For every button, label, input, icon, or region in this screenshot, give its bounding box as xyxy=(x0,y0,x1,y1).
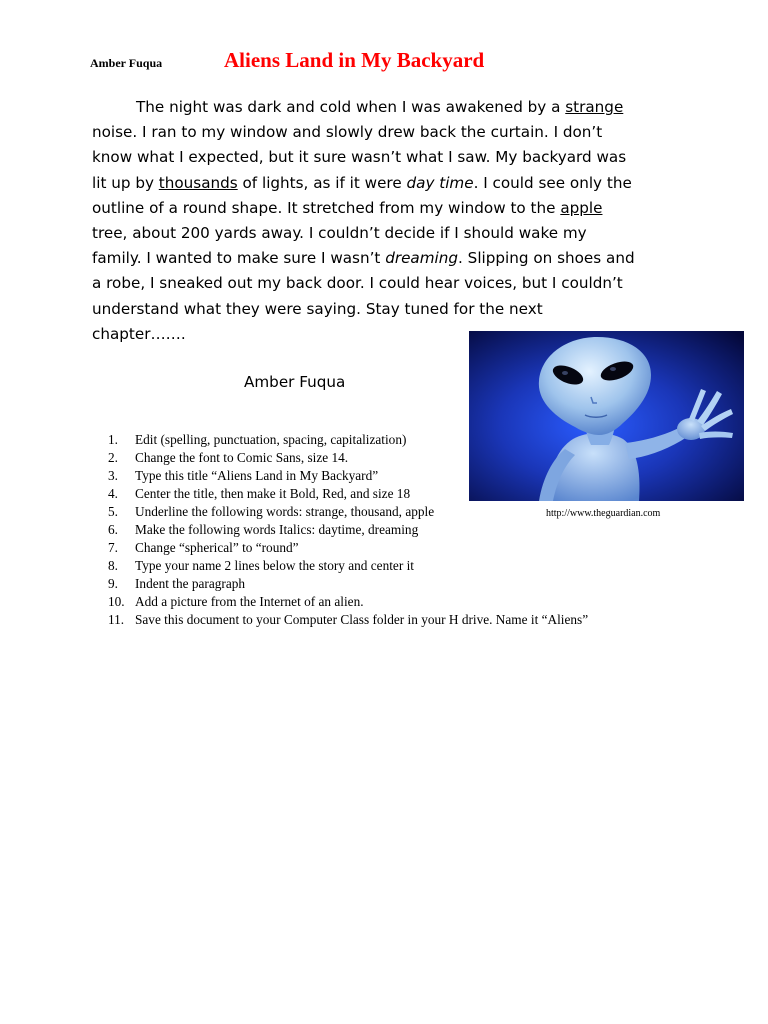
story-line-1: The night was dark and cold when I was awakened by a strange xyxy=(136,98,624,116)
photo-credit-link[interactable]: http://www.theguardian.com xyxy=(546,508,661,519)
list-item-text: Center the title, then make it Bold, Red, and size 18 xyxy=(135,485,411,501)
story-line-7: family. I wanted to make sure I wasn’t dreaming. Slipping on shoes and xyxy=(92,249,635,268)
story-line-6: tree, about 200 yards away. I couldn’t decide if I should wake my xyxy=(92,223,587,242)
document-title: Aliens Land in My Backyard xyxy=(224,48,485,72)
story-line-8: a robe, I sneaked out my back door. I could hear voices, but I couldn’t xyxy=(92,274,623,293)
list-item xyxy=(108,485,588,503)
list-item xyxy=(108,539,588,557)
story-line-3: know what I expected, but it sure wasn’t what I saw. My backyard was xyxy=(92,148,627,167)
list-item xyxy=(108,467,588,485)
list-item-number: 2. xyxy=(108,449,118,465)
list-item-number: 9. xyxy=(108,575,118,591)
story-line-9: understand what they were saying. Stay tuned for the next xyxy=(92,299,543,318)
story-line-4: lit up by thousands of lights, as if it were day time. I could see only the xyxy=(92,173,632,192)
list-item-text: Edit (spelling, punctuation, spacing, capitalization) xyxy=(135,432,407,447)
list-item-text: Underline the following words: strange, thousand, apple xyxy=(135,503,435,519)
list-item-text: Add a picture from the Internet of an alien. xyxy=(135,593,364,609)
list-item-number: 1. xyxy=(108,432,118,447)
list-item-number: 3. xyxy=(108,467,118,483)
underlined-word-thousands: thousands xyxy=(158,173,238,192)
list-item xyxy=(108,611,588,629)
author-signature: Amber Fuqua xyxy=(244,373,346,391)
list-item xyxy=(108,575,588,593)
underlined-word-strange: strange xyxy=(565,98,624,116)
list-item-text: Save this document to your Computer Class folder in your H drive. Name it “Aliens” xyxy=(135,611,589,627)
list-item-number: 8. xyxy=(108,557,118,573)
list-item-text: Type your name 2 lines below the story and center it xyxy=(135,557,414,573)
list-item-text: Change “spherical” to “round” xyxy=(135,539,299,555)
list-item-text: Indent the paragraph xyxy=(135,575,246,591)
list-item-number: 4. xyxy=(108,485,118,501)
list-item-number: 11. xyxy=(108,611,125,627)
list-item-text: Change the font to Comic Sans, size 14. xyxy=(135,449,349,465)
list-item xyxy=(108,557,588,575)
list-item-text: Type this title “Aliens Land in My Backyard” xyxy=(135,467,379,483)
list-item-number: 6. xyxy=(108,521,118,537)
italic-word-dreaming: dreaming xyxy=(385,249,459,268)
instructions-list xyxy=(108,431,588,628)
list-item xyxy=(108,593,588,611)
italic-words-day-time: day time xyxy=(406,173,474,192)
list-item-number: 10. xyxy=(108,593,125,609)
story-paragraph xyxy=(92,95,692,347)
list-item xyxy=(108,449,588,467)
list-item xyxy=(108,431,588,449)
story-line-5: outline of a round shape. It stretched from my window to the apple xyxy=(92,198,603,217)
list-item-number: 7. xyxy=(108,539,118,555)
list-item-text: Make the following words Italics: daytime, dreaming xyxy=(135,521,419,537)
story-line-2: noise. I ran to my window and slowly drew back the curtain. I don’t xyxy=(92,123,603,142)
list-item-number: 5. xyxy=(108,503,118,519)
story-line-10: chapter……. xyxy=(92,324,186,343)
list-item xyxy=(108,503,588,521)
list-item xyxy=(108,521,588,539)
underlined-word-apple: apple xyxy=(560,198,603,217)
header-author: Amber Fuqua xyxy=(90,56,163,70)
